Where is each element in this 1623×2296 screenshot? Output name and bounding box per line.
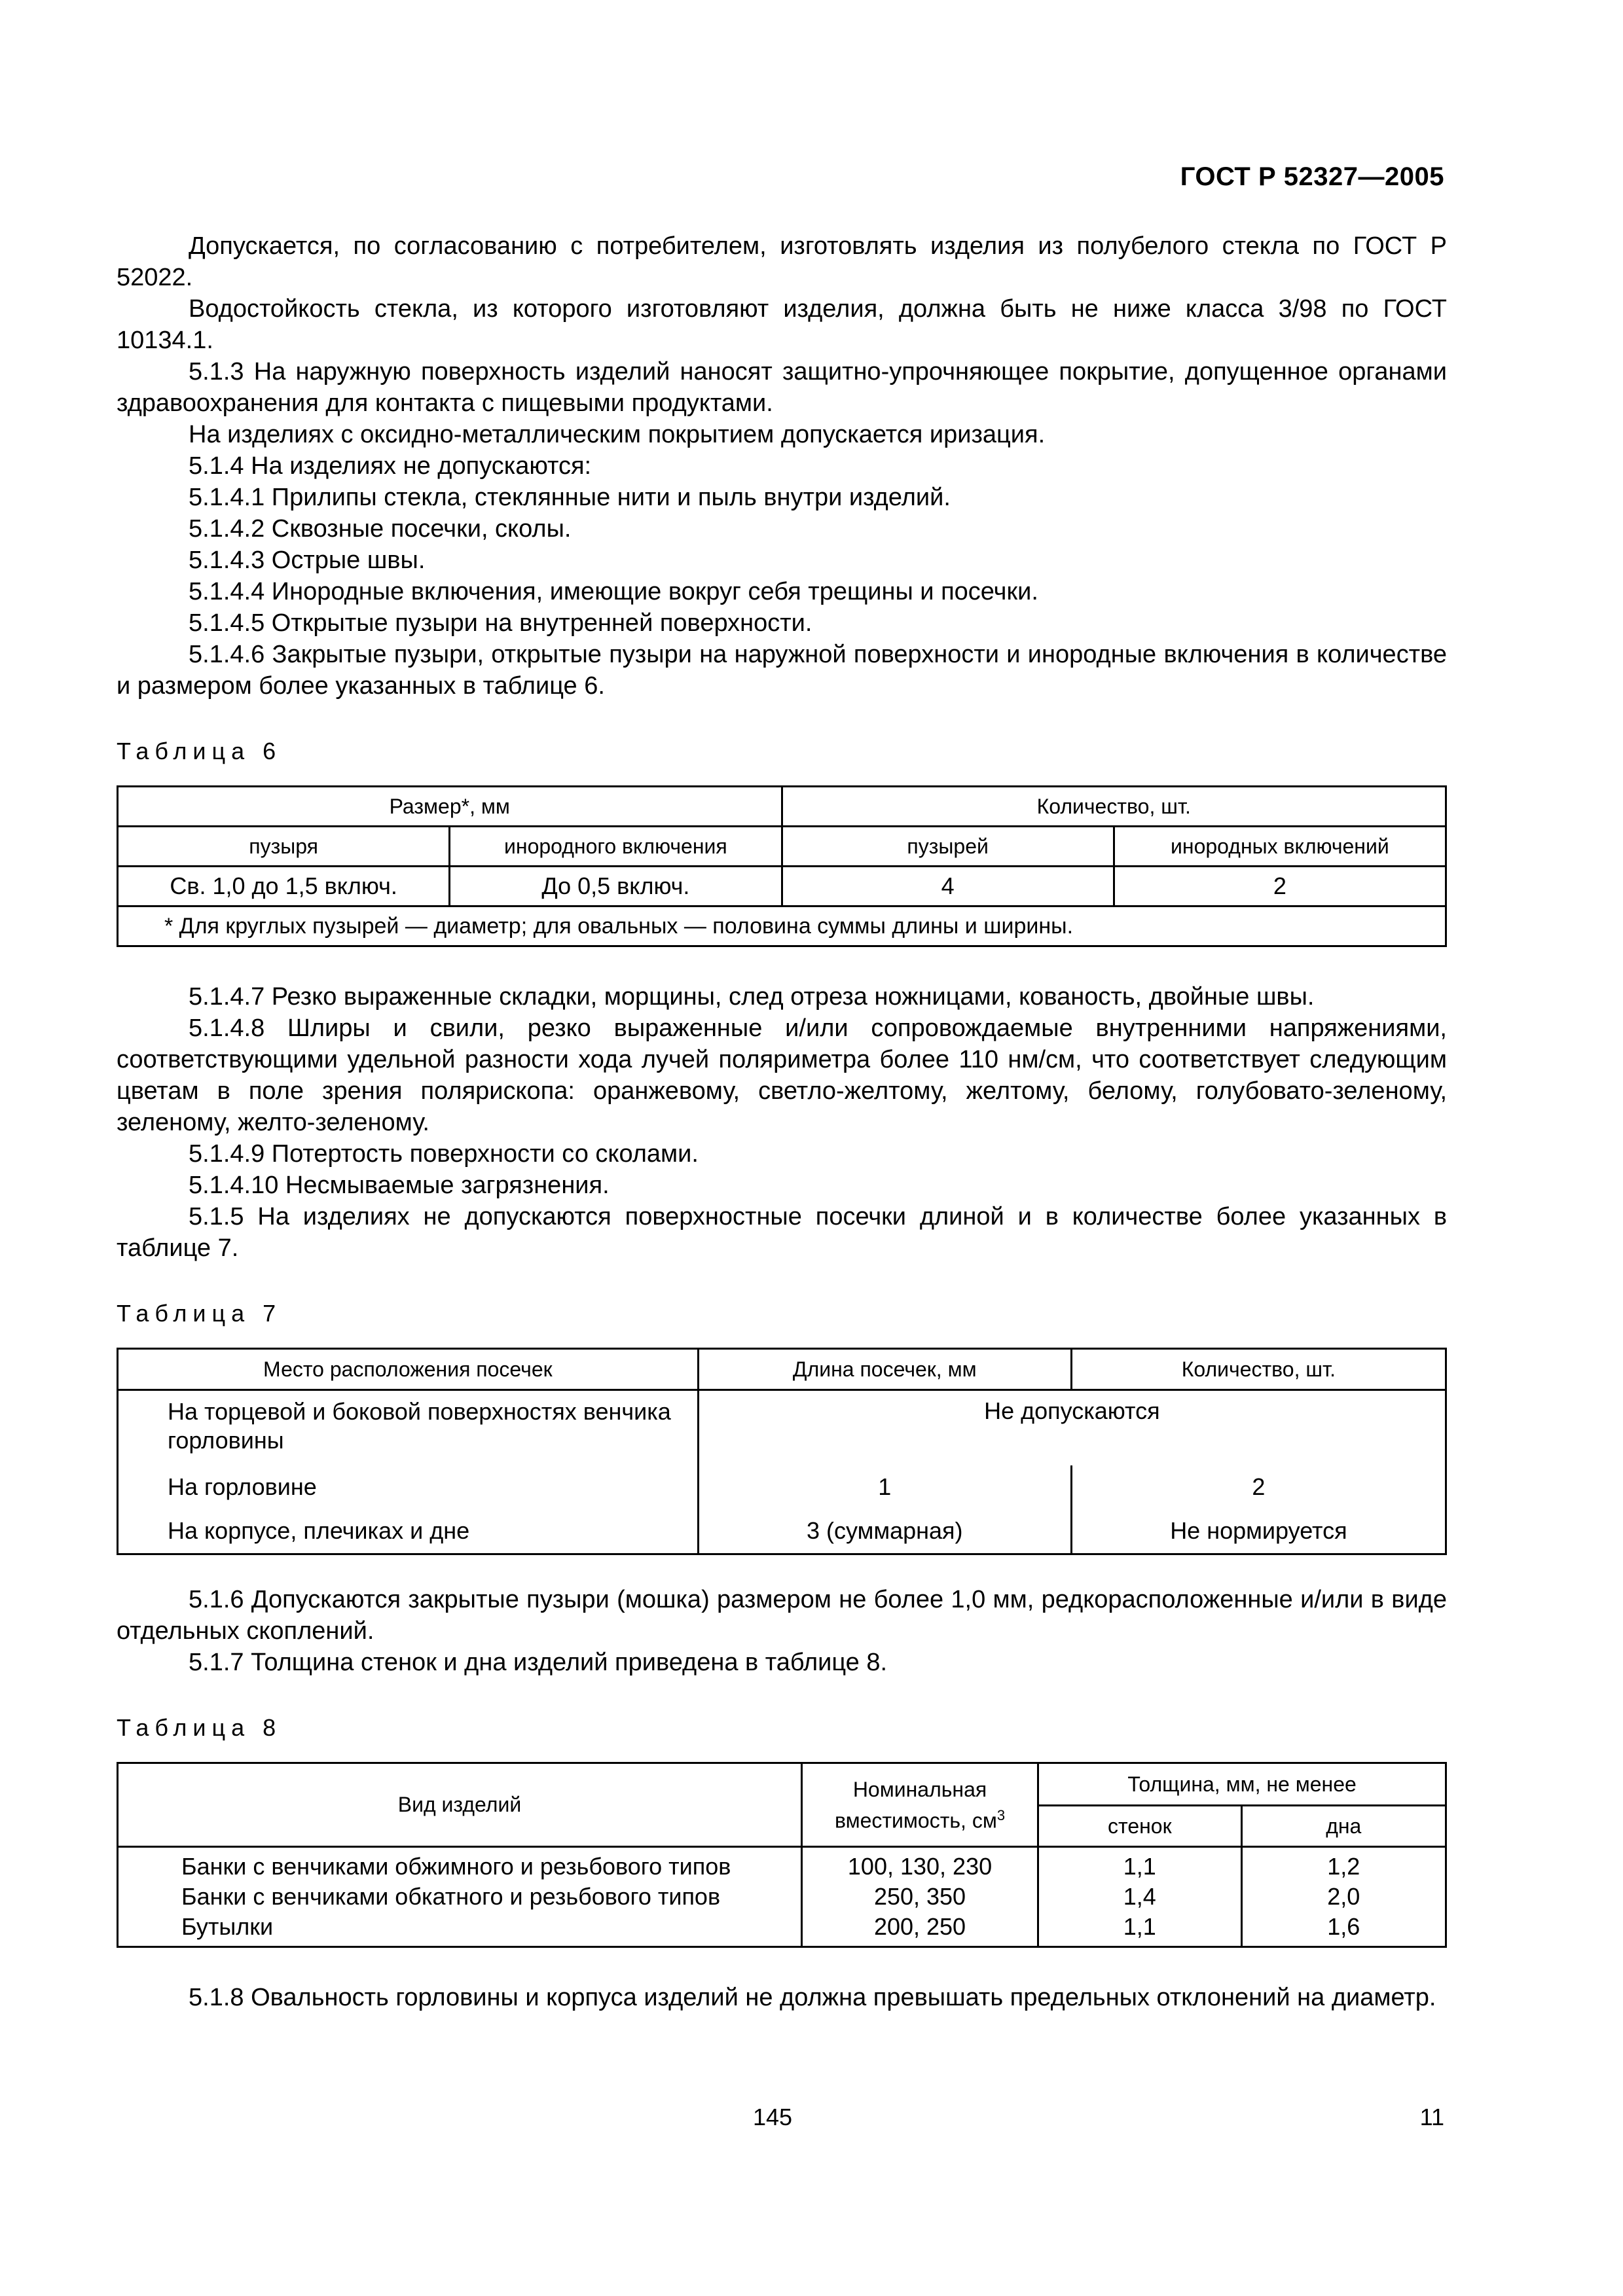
paragraph: 5.1.4.3 Острые швы.	[189, 547, 426, 574]
paragraph: Водостойкость стекла, из которого изготовляют изделия, должна быть не ниже класса 3/98 по ГОСТ 10134.1.	[117, 295, 1447, 354]
table8-capacity: 100, 130, 230	[847, 1853, 993, 1880]
table6-subheader: пузырей	[782, 827, 1114, 867]
table8-bottom: 2,0	[1327, 1883, 1360, 1910]
paragraph: 5.1.4.9 Потертость поверхности со сколами.	[189, 1140, 699, 1168]
table8-walls-cell	[1038, 1847, 1241, 1947]
table7-place-text: На торцевой и боковой поверхностях венчика горловины	[168, 1398, 671, 1454]
paragraph: 5.1.5 На изделиях не допускаются поверхностные посечки длиной и в количестве более указанных в таблице 7.	[117, 1203, 1447, 1262]
paragraph: 5.1.4.7 Резко выраженные складки, морщины, след отреза ножницами, кованость, двойные швы.	[189, 983, 1315, 1011]
table6-subheader: инородных включений	[1114, 827, 1446, 867]
table6-note: * Для круглых пузырей — диаметр; для овальных — половина суммы длины и ширины.	[118, 906, 1446, 946]
table8-bottom: 1,2	[1327, 1853, 1360, 1880]
paragraph: 5.1.4 На изделиях не допускаются:	[189, 452, 592, 480]
table8-capacity-line2: вместимость, см	[834, 1808, 997, 1833]
table8-bottom-header: дна	[1241, 1806, 1446, 1847]
table8-capacity-line1: Номинальная	[852, 1777, 987, 1801]
table8-kind: Банки с венчиками обжимного и резьбового типов	[181, 1853, 731, 1880]
table8-capacity-header	[801, 1763, 1038, 1847]
paragraph: 5.1.7 Толщина стенок и дна изделий приведена в таблице 8.	[189, 1649, 888, 1676]
table8-thickness-header: Толщина, мм, не менее	[1038, 1763, 1446, 1806]
table6-subheader: инородного включения	[450, 827, 782, 867]
table7-cell: 2	[1071, 1465, 1446, 1509]
paragraph: 5.1.4.8 Шлиры и свили, резко выраженные и/или сопровождаемые внутренними напряжениями, соответствующими удельной разности хода лучей поляриметра более 110 нм/см, что соответствует следующим цветам в поле зрения полярископа: оранжевому, светло-желтому, желтому, белому, голубовато-зеленому, зеленому, желто-зеленому.	[117, 1014, 1447, 1136]
table7-not-allowed: Не допускаются	[698, 1390, 1446, 1466]
table7-caption: Таблица 7	[117, 1300, 282, 1327]
paragraph: 5.1.4.5 Открытые пузыри на внутренней поверхности.	[189, 609, 812, 637]
paragraph: Допускается, по согласованию с потребителем, изготовлять изделия из полубелого стекла по ГОСТ Р 52022.	[117, 232, 1447, 291]
table6-cell: Св. 1,0 до 1,5 включ.	[118, 867, 450, 906]
table8-kind-cell	[118, 1847, 802, 1947]
table6-size-header: Размер*, мм	[118, 787, 782, 827]
document-header: ГОСТ Р 52327—2005	[1180, 162, 1444, 191]
table8-walls: 1,1	[1123, 1853, 1156, 1880]
table8-walls: 1,4	[1123, 1883, 1156, 1910]
table6-cell: До 0,5 включ.	[450, 867, 782, 906]
table7-place: На корпусе, плечиках и дне	[118, 1509, 699, 1554]
table7-cell: Не нормируется	[1071, 1509, 1446, 1554]
table6-subheader: пузыря	[118, 827, 450, 867]
table8-caption: Таблица 8	[117, 1714, 282, 1741]
paragraph: 5.1.4.2 Сквозные посечки, сколы.	[189, 515, 572, 543]
document-body	[117, 230, 1447, 2013]
paragraph: 5.1.3 На наружную поверхность изделий наносят защитно-упрочняющее покрытие, допущенное органами здравоохранения для контакта с пищевыми продуктами.	[117, 358, 1447, 417]
table8-walls-header: стенок	[1038, 1806, 1241, 1847]
table8-capacity: 200, 250	[873, 1913, 966, 1940]
table7-place	[118, 1390, 699, 1466]
table6-caption: Таблица 6	[117, 738, 282, 764]
table8-bottom: 1,6	[1327, 1913, 1360, 1940]
table7-place: На горловине	[118, 1465, 699, 1509]
table8-capacity-sup: 3	[996, 1806, 1006, 1823]
table8-capacity-cell	[801, 1847, 1038, 1947]
table8-bottom-cell	[1241, 1847, 1446, 1947]
paragraph: 5.1.4.4 Инородные включения, имеющие вокруг себя трещины и посечки.	[189, 578, 1038, 605]
table6	[117, 785, 1447, 947]
table8	[117, 1762, 1447, 1948]
table7	[117, 1348, 1447, 1555]
footer-page-number-right: 11	[1419, 2104, 1444, 2130]
paragraph: 5.1.4.1 Прилипы стекла, стеклянные нити и пыль внутри изделий.	[189, 484, 951, 511]
table6-cell: 2	[1114, 867, 1446, 906]
paragraph: 5.1.8 Овальность горловины и корпуса изделий не должна превышать предельных отклонений на диаметр.	[189, 1984, 1436, 2011]
table8-capacity: 250, 350	[873, 1883, 966, 1910]
table6-count-header: Количество, шт.	[782, 787, 1446, 827]
table7-header: Место расположения посечек	[118, 1349, 699, 1390]
paragraph: 5.1.4.6 Закрытые пузыри, открытые пузыри на наружной поверхности и инородные включения в количестве и размером более указанных в таблице 6.	[117, 641, 1447, 700]
table7-cell: 3 (суммарная)	[698, 1509, 1071, 1554]
table8-kind: Бутылки	[181, 1913, 274, 1940]
footer-page-number-center: 145	[753, 2104, 793, 2130]
table8-kind-header: Вид изделий	[118, 1763, 802, 1847]
table6-cell: 4	[782, 867, 1114, 906]
table7-header: Количество, шт.	[1071, 1349, 1446, 1390]
table7-header: Длина посечек, мм	[698, 1349, 1071, 1390]
paragraph: 5.1.4.10 Несмываемые загрязнения.	[189, 1172, 610, 1199]
paragraph: 5.1.6 Допускаются закрытые пузыри (мошка) размером не более 1,0 мм, редкорасположенные и/или в виде отдельных скоплений.	[117, 1586, 1447, 1645]
table8-walls: 1,1	[1123, 1913, 1156, 1940]
paragraph: На изделиях с оксидно-металлическим покрытием допускается иризация.	[189, 421, 1046, 448]
table8-kind: Банки с венчиками обкатного и резьбового типов	[181, 1883, 721, 1910]
table7-cell: 1	[698, 1465, 1071, 1509]
